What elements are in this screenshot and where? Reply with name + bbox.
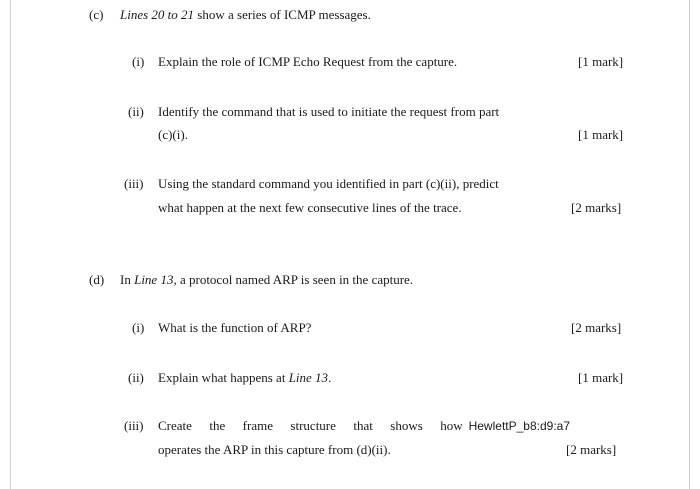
question-c-ii-marks: [1 mark] bbox=[578, 127, 624, 142]
question-c-iii-line2: what happen at the next few consecutive lines of the trace. bbox=[158, 200, 462, 215]
page-right-edge bbox=[689, 0, 690, 489]
question-d-iii-marks: [2 marks] bbox=[566, 442, 617, 457]
question-d-iii-line1-text: Create the frame structure that shows how bbox=[158, 418, 463, 433]
section-d-heading-text: , a protocol named ARP is seen in the capture. bbox=[173, 272, 414, 287]
question-d-ii-text bbox=[158, 370, 331, 386]
question-c-ii-number: (ii) bbox=[128, 104, 144, 119]
question-c-i-number: (i) bbox=[132, 54, 145, 69]
page-left-edge bbox=[10, 0, 11, 489]
question-c-i-marks: [1 mark] bbox=[578, 54, 624, 69]
section-c-heading bbox=[120, 7, 371, 23]
question-d-i-text: What is the function of ARP? bbox=[158, 320, 312, 335]
question-d-ii-line-ref: Line 13 bbox=[288, 370, 329, 385]
question-d-iii-line1 bbox=[158, 418, 570, 434]
section-c-heading-text: show a series of ICMP messages. bbox=[194, 7, 371, 22]
section-c-line-ref: Lines 20 to 21 bbox=[120, 7, 195, 22]
question-d-iii-line2: operates the ARP in this capture from (d)(ii). bbox=[158, 442, 391, 457]
question-d-iii-number: (iii) bbox=[124, 418, 144, 433]
question-c-iii-marks: [2 marks] bbox=[571, 200, 622, 215]
question-c-i-text: Explain the role of ICMP Echo Request from the capture. bbox=[158, 54, 458, 69]
section-d-heading-pre: In bbox=[120, 272, 135, 287]
question-d-ii-text-pre: Explain what happens at bbox=[158, 370, 289, 385]
question-c-iii-number: (iii) bbox=[124, 176, 144, 191]
section-d-line-ref: Line 13 bbox=[134, 272, 174, 287]
question-d-i-number: (i) bbox=[132, 320, 145, 335]
question-c-ii-line1: Identify the command that is used to initiate the request from part bbox=[158, 104, 500, 119]
question-c-iii-line1: Using the standard command you identified in part (c)(ii), predict bbox=[158, 176, 499, 191]
question-d-ii-number: (ii) bbox=[128, 370, 144, 385]
question-d-ii-marks: [1 mark] bbox=[578, 370, 624, 385]
section-c-label: (c) bbox=[89, 7, 104, 22]
question-d-ii-text-post: . bbox=[328, 370, 332, 385]
question-c-ii-line2: (c)(i). bbox=[158, 127, 188, 142]
host-mac-label: HewlettP_b8:d9:a7 bbox=[468, 419, 570, 433]
question-d-i-marks: [2 marks] bbox=[571, 320, 622, 335]
section-d-label: (d) bbox=[89, 272, 105, 287]
section-d-heading bbox=[120, 272, 413, 288]
